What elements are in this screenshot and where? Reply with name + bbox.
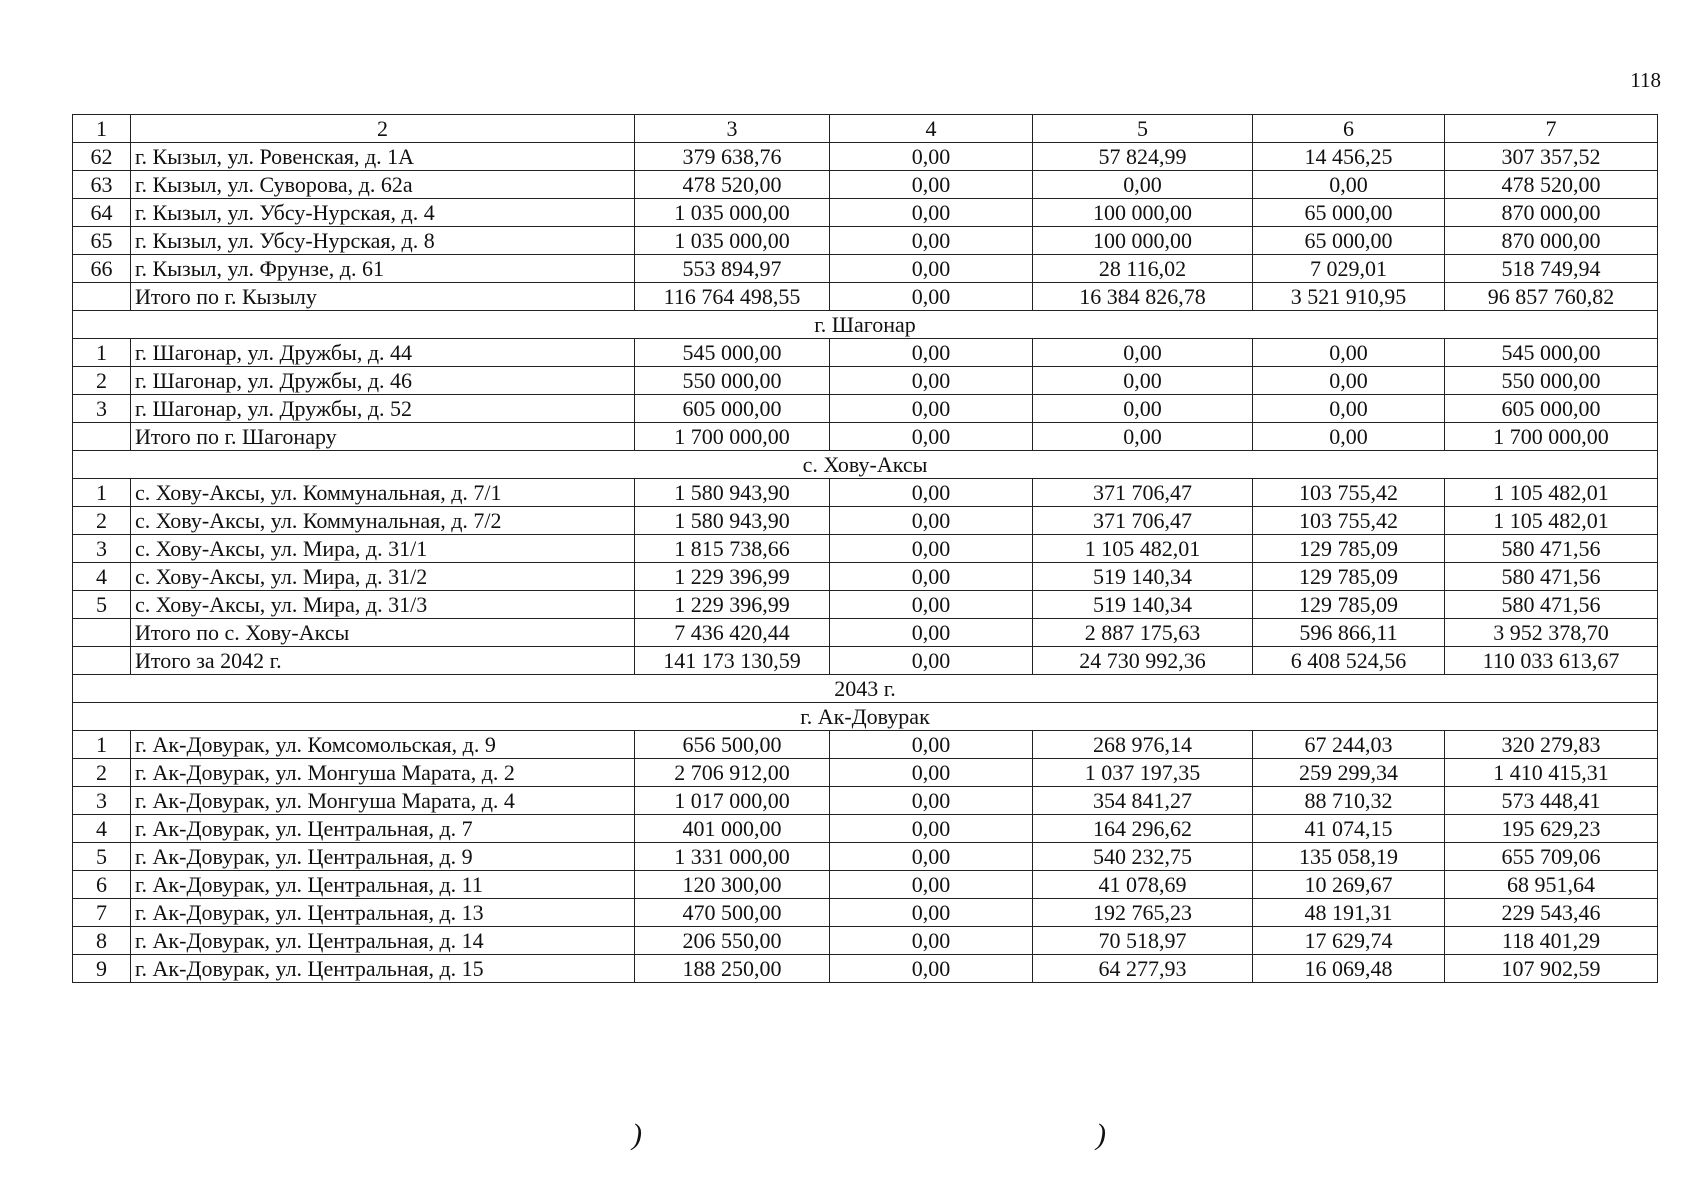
table-cell: г. Ак-Довурак, ул. Центральная, д. 11 (131, 871, 635, 899)
table-cell: 605 000,00 (635, 395, 830, 423)
table-cell: 1 580 943,90 (635, 507, 830, 535)
table-cell: Итого по г. Кызылу (131, 283, 635, 311)
table-cell: г. Шагонар, ул. Дружбы, д. 44 (131, 339, 635, 367)
table-cell (73, 283, 131, 311)
table-cell: 0,00 (830, 927, 1033, 955)
table-cell: 6 (73, 871, 131, 899)
table-cell: 68 951,64 (1445, 871, 1658, 899)
table-cell: 0,00 (830, 171, 1033, 199)
table-cell: 4 (73, 563, 131, 591)
table-cell: 100 000,00 (1033, 199, 1253, 227)
table-cell: 1 229 396,99 (635, 591, 830, 619)
table-row (73, 843, 1658, 871)
table-cell: 5 (73, 591, 131, 619)
table-cell (73, 423, 131, 451)
table-cell: 7 029,01 (1253, 255, 1445, 283)
table-cell: г. Ак-Довурак, ул. Комсомольская, д. 9 (131, 731, 635, 759)
table-cell: 550 000,00 (635, 367, 830, 395)
table-cell: 596 866,11 (1253, 619, 1445, 647)
table-cell: 4 (73, 815, 131, 843)
table-cell: 0,00 (830, 619, 1033, 647)
table-cell: Итого по с. Хову-Аксы (131, 619, 635, 647)
table-cell: г. Ак-Довурак, ул. Центральная, д. 14 (131, 927, 635, 955)
table-cell: г. Кызыл, ул. Суворова, д. 62а (131, 171, 635, 199)
table-cell: 16 069,48 (1253, 955, 1445, 983)
table-row (73, 143, 1658, 171)
table-cell: с. Хову-Аксы, ул. Коммунальная, д. 7/1 (131, 479, 635, 507)
section-title: 2043 г. (73, 675, 1658, 703)
table-cell: 655 709,06 (1445, 843, 1658, 871)
table-cell: г. Кызыл, ул. Ровенская, д. 1А (131, 143, 635, 171)
table-row (73, 535, 1658, 563)
table-cell: 0,00 (1253, 339, 1445, 367)
table-cell: 103 755,42 (1253, 479, 1445, 507)
section-title: г. Ак-Довурак (73, 703, 1658, 731)
table-cell: 371 706,47 (1033, 507, 1253, 535)
table-cell: 2 (73, 367, 131, 395)
table-cell: 3 (73, 787, 131, 815)
table-cell: 0,00 (830, 507, 1033, 535)
table-cell: 545 000,00 (635, 339, 830, 367)
table-cell: 1 700 000,00 (635, 423, 830, 451)
table-cell: 1 (73, 731, 131, 759)
header-cell: 4 (830, 115, 1033, 143)
table-cell: 0,00 (830, 143, 1033, 171)
table-cell: 100 000,00 (1033, 227, 1253, 255)
table-cell: 0,00 (830, 843, 1033, 871)
table-cell: 519 140,34 (1033, 591, 1253, 619)
table-row (73, 395, 1658, 423)
table-cell: г. Ак-Довурак, ул. Монгуша Марата, д. 2 (131, 759, 635, 787)
table-cell: 5 (73, 843, 131, 871)
margin-mark: ) (1096, 1118, 1106, 1151)
table-cell: 0,00 (830, 367, 1033, 395)
table-cell: 1 105 482,01 (1445, 479, 1658, 507)
table-cell: 63 (73, 171, 131, 199)
section-row (73, 675, 1658, 703)
table-cell: 478 520,00 (1445, 171, 1658, 199)
table-cell: 1 035 000,00 (635, 227, 830, 255)
table-cell: 9 (73, 955, 131, 983)
table-cell: с. Хову-Аксы, ул. Мира, д. 31/2 (131, 563, 635, 591)
table-cell: 0,00 (830, 731, 1033, 759)
table-cell: 1 035 000,00 (635, 199, 830, 227)
table-cell: 0,00 (830, 647, 1033, 675)
table-cell: 188 250,00 (635, 955, 830, 983)
header-cell: 2 (131, 115, 635, 143)
table-cell: 3 (73, 395, 131, 423)
table-cell: 65 000,00 (1253, 199, 1445, 227)
table-cell: 8 (73, 927, 131, 955)
table-cell: 470 500,00 (635, 899, 830, 927)
table-cell: с. Хову-Аксы, ул. Мира, д. 31/3 (131, 591, 635, 619)
table-cell: 401 000,00 (635, 815, 830, 843)
table-cell: 0,00 (830, 199, 1033, 227)
table-cell: 3 (73, 535, 131, 563)
table-cell: 2 (73, 507, 131, 535)
table-row (73, 619, 1658, 647)
table-cell: 65 (73, 227, 131, 255)
table-row (73, 591, 1658, 619)
table-cell: 0,00 (1253, 423, 1445, 451)
table-cell: 0,00 (1033, 171, 1253, 199)
table-cell: 16 384 826,78 (1033, 283, 1253, 311)
table-cell: с. Хову-Аксы, ул. Коммунальная, д. 7/2 (131, 507, 635, 535)
table-cell: 6 408 524,56 (1253, 647, 1445, 675)
table-cell: 0,00 (830, 535, 1033, 563)
table-cell: 206 550,00 (635, 927, 830, 955)
table-cell: 580 471,56 (1445, 535, 1658, 563)
table-row (73, 507, 1658, 535)
table-cell: г. Ак-Довурак, ул. Центральная, д. 9 (131, 843, 635, 871)
table-cell: 2 706 912,00 (635, 759, 830, 787)
table-row (73, 899, 1658, 927)
table-cell: 88 710,32 (1253, 787, 1445, 815)
table-cell: 1 331 000,00 (635, 843, 830, 871)
table-cell: 0,00 (1033, 395, 1253, 423)
table-body (73, 115, 1658, 983)
table-cell: 1 410 415,31 (1445, 759, 1658, 787)
table-cell: 66 (73, 255, 131, 283)
table-cell: 1 (73, 339, 131, 367)
table-cell: 573 448,41 (1445, 787, 1658, 815)
table-cell: 0,00 (1033, 367, 1253, 395)
table-cell: 553 894,97 (635, 255, 830, 283)
table-cell: 0,00 (1033, 339, 1253, 367)
table-cell: 0,00 (1253, 171, 1445, 199)
table-cell: 519 140,34 (1033, 563, 1253, 591)
table-cell: 141 173 130,59 (635, 647, 830, 675)
table-cell: г. Ак-Довурак, ул. Монгуша Марата, д. 4 (131, 787, 635, 815)
section-title: г. Шагонар (73, 311, 1658, 339)
table-cell: 870 000,00 (1445, 227, 1658, 255)
table-cell: 605 000,00 (1445, 395, 1658, 423)
section-row (73, 703, 1658, 731)
table-cell: 0,00 (830, 815, 1033, 843)
table-cell: 64 277,93 (1033, 955, 1253, 983)
table-cell: 41 078,69 (1033, 871, 1253, 899)
table-cell: 1 (73, 479, 131, 507)
table-cell: 0,00 (830, 227, 1033, 255)
table-cell: 70 518,97 (1033, 927, 1253, 955)
table-cell: Итого за 2042 г. (131, 647, 635, 675)
table-cell: 0,00 (1253, 395, 1445, 423)
table-cell: 96 857 760,82 (1445, 283, 1658, 311)
table-row (73, 787, 1658, 815)
table-cell: 1 037 197,35 (1033, 759, 1253, 787)
table-cell: 0,00 (1253, 367, 1445, 395)
table-cell: 0,00 (830, 479, 1033, 507)
table-cell: 1 229 396,99 (635, 563, 830, 591)
table-cell: 0,00 (830, 255, 1033, 283)
table-cell: 0,00 (830, 283, 1033, 311)
table-cell: 0,00 (1033, 423, 1253, 451)
table-cell: 478 520,00 (635, 171, 830, 199)
table-cell: 550 000,00 (1445, 367, 1658, 395)
table-row (73, 927, 1658, 955)
table-cell: 24 730 992,36 (1033, 647, 1253, 675)
table-cell: 229 543,46 (1445, 899, 1658, 927)
table-cell (73, 647, 131, 675)
table-cell: г. Кызыл, ул. Убсу-Нурская, д. 8 (131, 227, 635, 255)
table-cell: 14 456,25 (1253, 143, 1445, 171)
table-cell: 48 191,31 (1253, 899, 1445, 927)
table-cell: 0,00 (830, 339, 1033, 367)
table-cell: 67 244,03 (1253, 731, 1445, 759)
table-cell: 7 (73, 899, 131, 927)
table-row (73, 563, 1658, 591)
table-cell: 195 629,23 (1445, 815, 1658, 843)
header-cell: 7 (1445, 115, 1658, 143)
table-cell: 57 824,99 (1033, 143, 1253, 171)
table-cell (73, 619, 131, 647)
table-row (73, 423, 1658, 451)
table-cell: 870 000,00 (1445, 199, 1658, 227)
table-cell: г. Шагонар, ул. Дружбы, д. 46 (131, 367, 635, 395)
table-cell: с. Хову-Аксы, ул. Мира, д. 31/1 (131, 535, 635, 563)
table-row (73, 731, 1658, 759)
table-cell: 28 116,02 (1033, 255, 1253, 283)
table-cell: 1 105 482,01 (1033, 535, 1253, 563)
table-cell: 580 471,56 (1445, 591, 1658, 619)
header-cell: 6 (1253, 115, 1445, 143)
table-row (73, 367, 1658, 395)
table-cell: 320 279,83 (1445, 731, 1658, 759)
table-cell: г. Шагонар, ул. Дружбы, д. 52 (131, 395, 635, 423)
table-row (73, 871, 1658, 899)
section-row (73, 451, 1658, 479)
table-cell: 41 074,15 (1253, 815, 1445, 843)
table-cell: 0,00 (830, 423, 1033, 451)
table-cell: 17 629,74 (1253, 927, 1445, 955)
table-cell: 307 357,52 (1445, 143, 1658, 171)
table-cell: 164 296,62 (1033, 815, 1253, 843)
header-cell: 3 (635, 115, 830, 143)
table-row (73, 647, 1658, 675)
table-cell: 107 902,59 (1445, 955, 1658, 983)
table-cell: 0,00 (830, 955, 1033, 983)
table-cell: 0,00 (830, 563, 1033, 591)
table-cell: 540 232,75 (1033, 843, 1253, 871)
table-cell: 129 785,09 (1253, 535, 1445, 563)
table-cell: 1 017 000,00 (635, 787, 830, 815)
table-row (73, 759, 1658, 787)
table-cell: 64 (73, 199, 131, 227)
table-row (73, 339, 1658, 367)
table-cell: г. Кызыл, ул. Убсу-Нурская, д. 4 (131, 199, 635, 227)
header-cell: 5 (1033, 115, 1253, 143)
table-cell: 3 952 378,70 (1445, 619, 1658, 647)
table-cell: 103 755,42 (1253, 507, 1445, 535)
table-cell: 110 033 613,67 (1445, 647, 1658, 675)
table-cell: г. Ак-Довурак, ул. Центральная, д. 13 (131, 899, 635, 927)
table-cell: 656 500,00 (635, 731, 830, 759)
table-cell: 118 401,29 (1445, 927, 1658, 955)
table-row (73, 283, 1658, 311)
table-cell: 135 058,19 (1253, 843, 1445, 871)
table-cell: г. Ак-Довурак, ул. Центральная, д. 15 (131, 955, 635, 983)
table-cell: Итого по г. Шагонару (131, 423, 635, 451)
header-cell: 1 (73, 115, 131, 143)
table-cell: 129 785,09 (1253, 563, 1445, 591)
table-cell: 7 436 420,44 (635, 619, 830, 647)
section-title: с. Хову-Аксы (73, 451, 1658, 479)
table-cell: 580 471,56 (1445, 563, 1658, 591)
data-table (72, 114, 1658, 983)
margin-mark: ) (632, 1118, 642, 1151)
table-row (73, 227, 1658, 255)
table-cell: 192 765,23 (1033, 899, 1253, 927)
table-cell: 0,00 (830, 759, 1033, 787)
table-cell: 268 976,14 (1033, 731, 1253, 759)
section-row (73, 311, 1658, 339)
table-cell: 1 580 943,90 (635, 479, 830, 507)
table-cell: 518 749,94 (1445, 255, 1658, 283)
table-cell: 65 000,00 (1253, 227, 1445, 255)
table-cell: 3 521 910,95 (1253, 283, 1445, 311)
table-cell: 62 (73, 143, 131, 171)
table-row (73, 199, 1658, 227)
table-cell: 120 300,00 (635, 871, 830, 899)
table-cell: 2 887 175,63 (1033, 619, 1253, 647)
table-row (73, 171, 1658, 199)
table-cell: 0,00 (830, 899, 1033, 927)
table-row (73, 815, 1658, 843)
table-cell: 259 299,34 (1253, 759, 1445, 787)
table-cell: 371 706,47 (1033, 479, 1253, 507)
table-row (73, 255, 1658, 283)
table-cell: 1 105 482,01 (1445, 507, 1658, 535)
table-cell: 116 764 498,55 (635, 283, 830, 311)
table-cell: 0,00 (830, 395, 1033, 423)
table-cell: 0,00 (830, 787, 1033, 815)
table-cell: г. Кызыл, ул. Фрунзе, д. 61 (131, 255, 635, 283)
page-number: 118 (1630, 68, 1661, 92)
header-row (73, 115, 1658, 143)
table-cell: 354 841,27 (1033, 787, 1253, 815)
table-cell: 1 815 738,66 (635, 535, 830, 563)
table-cell: 545 000,00 (1445, 339, 1658, 367)
table-cell: 129 785,09 (1253, 591, 1445, 619)
table-row (73, 955, 1658, 983)
table-cell: 0,00 (830, 871, 1033, 899)
table-cell: 0,00 (830, 591, 1033, 619)
table-cell: г. Ак-Довурак, ул. Центральная, д. 7 (131, 815, 635, 843)
table-row (73, 479, 1658, 507)
table-cell: 10 269,67 (1253, 871, 1445, 899)
table-cell: 1 700 000,00 (1445, 423, 1658, 451)
table-cell: 2 (73, 759, 131, 787)
table-cell: 379 638,76 (635, 143, 830, 171)
